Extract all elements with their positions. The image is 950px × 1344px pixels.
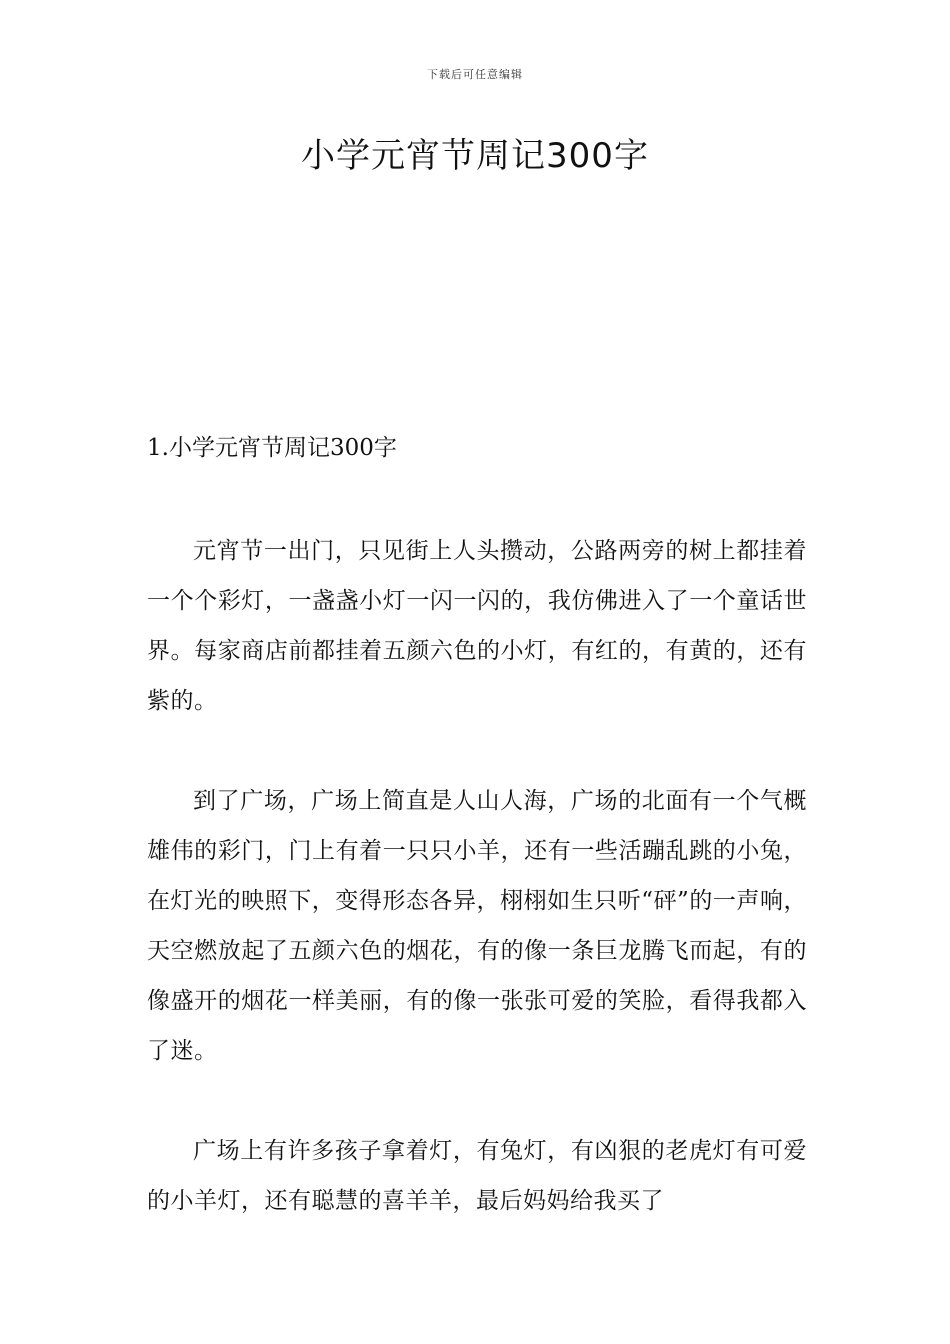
paragraph-2: 到了广场，广场上简直是人山人海，广场的北面有一个气概雄伟的彩门，门上有着一只只小羊，还有一些活蹦乱跳的小兔，在灯光的映照下，变得形态各异，栩栩如生只听“砰”的一声响，天空燃放起了五颜六色的烟花，有的像一条巨龙腾飞而起，有的像盛开的烟花一样美丽，有的像一张张可爱的笑脸，看得我都入了迷。 [147, 788, 807, 1064]
header-note: 下载后可任意编辑 [427, 68, 523, 81]
page-title: 小学元宵节周记300字 [301, 136, 649, 176]
paragraph-1: 元宵节一出门，只见街上人头攒动，公路两旁的树上都挂着一个个彩灯，一盏盏小灯一闪一闪的，我仿佛进入了一个童话世界。每家商店前都挂着五颜六色的小灯，有红的，有黄的，还有紫的。 [147, 538, 807, 714]
document-body [147, 428, 807, 1276]
section-heading: 1.小学元宵节周记300字 [147, 435, 397, 461]
paragraph-3: 广场上有许多孩子拿着灯，有兔灯，有凶狠的老虎灯有可爱的小羊灯，还有聪慧的喜羊羊，最后妈妈给我买了 [147, 1138, 807, 1214]
